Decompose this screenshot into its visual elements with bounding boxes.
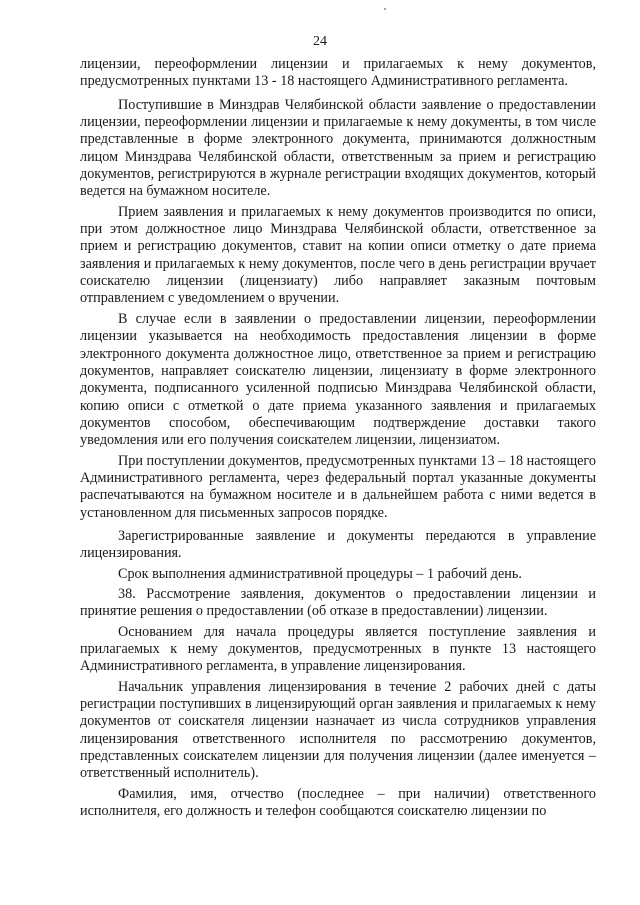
paragraph-3: Прием заявления и прилагаемых к нему документов производится по описи, при этом должностное лицо Минздрава Челябинской области, ответственное за прием и регистрацию документов, ставит на копии описи отметку о дате приема заявления и прилагаемых к нему документов, после чего в день регистрации вручает соискателю лицензии (лицензиату) либо направляет заказным почтовым отправлением с уведомлением о вручении. bbox=[80, 203, 596, 307]
paragraph-10: Начальник управления лицензирования в течение 2 рабочих дней с даты регистрации поступивших в лицензирующий орган заявления и прилагаемых к нему документов от соискателя лицензии назначает из числа сотрудников управления лицензирования ответственного исполнителя по рассмотрению документов, представленных соискателем лицензии для получения лицензии (далее именуется – ответственный исполнитель). bbox=[80, 678, 596, 782]
paragraph-6: Зарегистрированные заявление и документы передаются в управление лицензирования. bbox=[80, 527, 596, 562]
paragraph-1: лицензии, переоформлении лицензии и прилагаемых к нему документов, предусмотренных пунктами 13 - 18 настоящего Административного регламента. bbox=[80, 56, 596, 90]
scan-speck bbox=[384, 8, 386, 10]
paragraph-7: Срок выполнения административной процедуры – 1 рабочий день. bbox=[118, 565, 522, 582]
paragraph-5: При поступлении документов, предусмотренных пунктами 13 – 18 настоящего Административного регламента, через федеральный портал указанные документы распечатываются на бумажном носителе и в дальнейшем работа с ними ведется в установленном для письменных запросов порядке. bbox=[80, 452, 596, 521]
paragraph-9: Основанием для начала процедуры является поступление заявления и прилагаемых к нему документов, предусмотренных в пункте 13 настоящего Административного регламента, в управление лицензирования. bbox=[80, 623, 596, 675]
paragraph-8: 38. Рассмотрение заявления, документов о предоставлении лицензии и принятие решения о предоставлении (об отказе в предоставлении) лицензии. bbox=[80, 585, 596, 620]
paragraph-11: Фамилия, имя, отчество (последнее – при наличии) ответственного исполнителя, его должность и телефон сообщаются соискателю лицензии по bbox=[80, 785, 596, 820]
paragraph-4: В случае если в заявлении о предоставлении лицензии, переоформлении лицензии указывается на необходимость предоставления лицензии в форме электронного документа должностное лицо, ответственное за прием и регистрацию документов, направляет соискателю лицензии, лицензиату в форме электронного документа, подписанного усиленной подписью Минздрава Челябинской области, копию описи с отметкой о дате приема указанного заявления и прилагаемых документов способом, обеспечивающим подтверждение доставки такого уведомления или его получения соискателем лицензии, лицензиатом. bbox=[80, 310, 596, 449]
page-number: 24 bbox=[313, 34, 327, 49]
document-body bbox=[80, 56, 596, 820]
paragraph-2: Поступившие в Минздрав Челябинской области заявление о предоставлении лицензии, переоформлении лицензии и прилагаемые к нему документы, в том числе представленные в форме электронного документа, принимаются должностным лицом Минздрава Челябинской области, ответственным за прием и регистрацию документов, регистрируются в журнале регистрации входящих документов, который ведется на бумажном носителе. bbox=[80, 96, 596, 200]
